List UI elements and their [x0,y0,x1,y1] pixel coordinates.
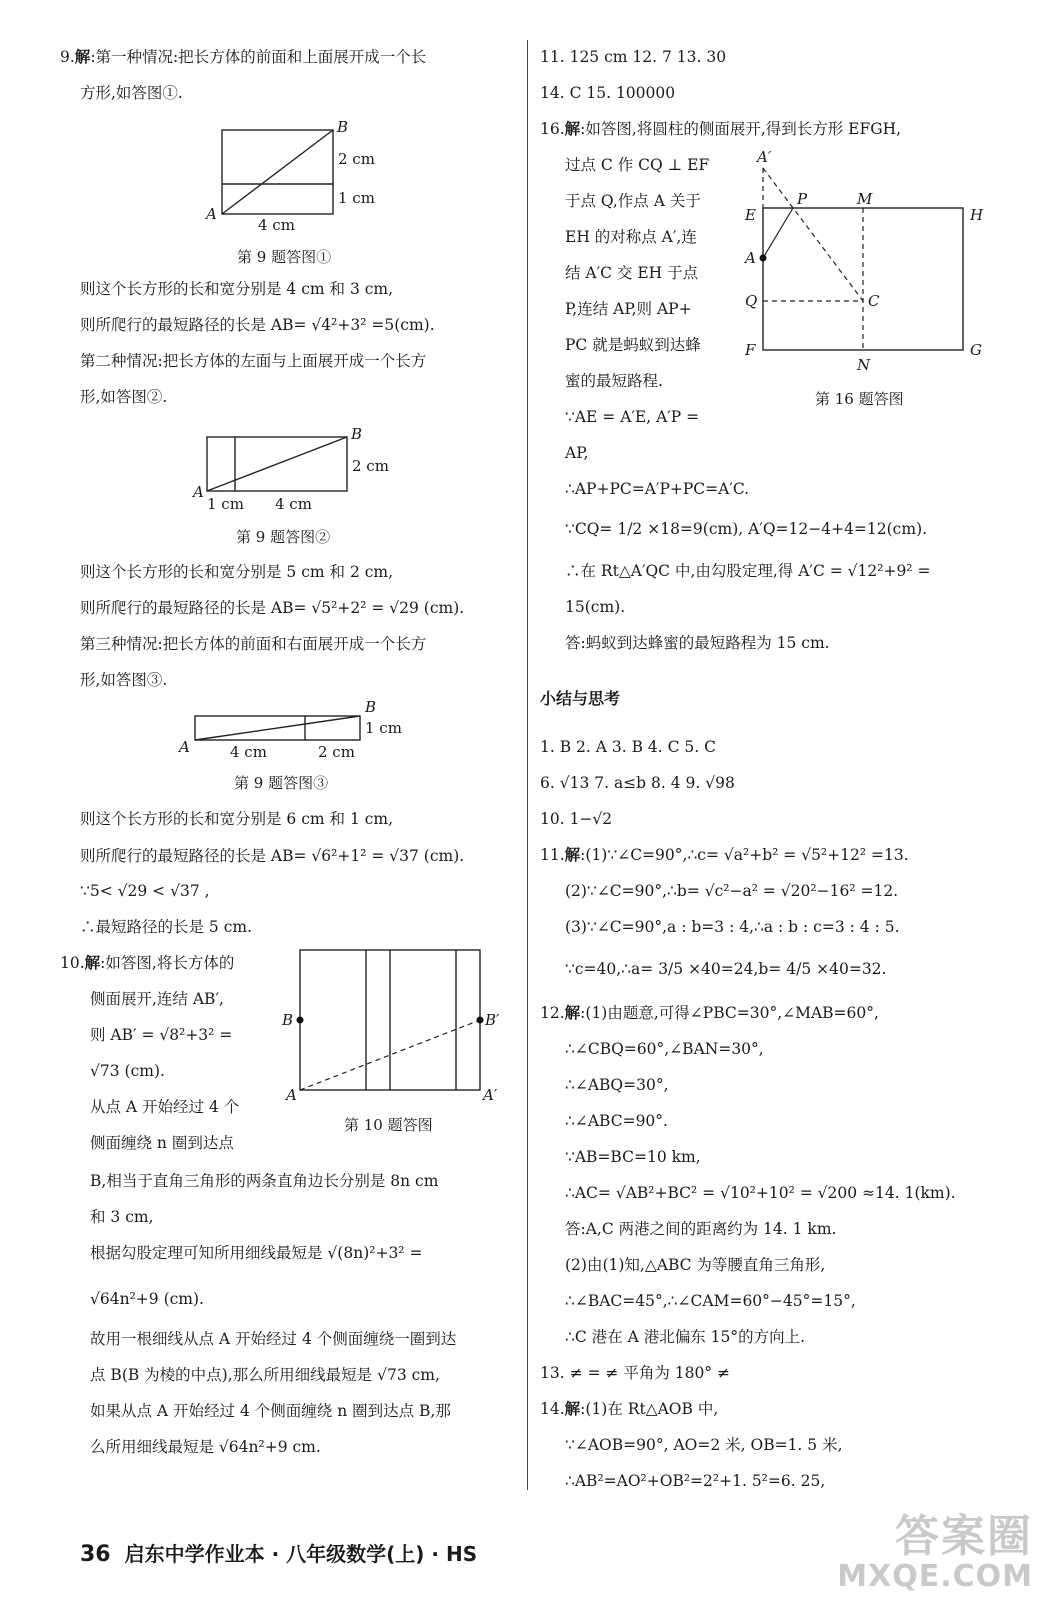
figure-10 [278,940,518,1110]
figure-9-2 [185,425,415,525]
q16-line-8: 蜜的最短路程. [565,372,663,390]
q10-line-6: 侧面缠绕 n 圈到达点 [90,1134,234,1152]
fig2-dim-4cm: 4 cm [275,495,312,513]
q12-line-10: ∴C 港在 A 港北偏东 15°的方向上. [565,1328,806,1346]
fig2-dim-2cm: 2 cm [352,457,389,475]
q9-line-6: 形,如答图②. [80,388,168,406]
fig16-label-a-prime: A′ [757,148,772,166]
fig1-dim-2cm: 2 cm [338,150,375,168]
q16-line-6: P,连结 AP,则 AP+ [565,300,692,318]
fig1-label-b: B [337,118,349,136]
q12-line-6: ∴AC= √AB²+BC² = √10²+10² = √200 ≈14. 1(km). [565,1184,956,1202]
q16-line-11: ∴AP+PC=A′P+PC=A′C. [565,480,750,498]
fig16-label-a: A [745,249,756,267]
q10-line-9: 根据勾股定理可知所用细线最短是 √(8n)²+3² = [90,1244,423,1262]
fig3-label-a: A [179,738,190,756]
watermark [837,1511,1033,1594]
fig3-caption: 第 9 题答图③ [234,774,329,792]
book-title: 启东中学作业本 · 八年级数学(上) · HS [124,1542,478,1566]
q10-line-12: 点 B(B 为棱的中点),那么所用细线最短是 √73 cm, [90,1366,440,1384]
fig3-dim-4cm: 4 cm [230,743,267,761]
q16-line-12: ∵CQ= 1/2 ×18=9(cm), A′Q=12−4+4=12(cm). [565,520,928,538]
fig10-label-a: A [286,1086,297,1104]
q10-line-4: √73 (cm). [90,1062,165,1080]
fig2-dim-1cm: 1 cm [207,495,244,513]
figure-9-3 [175,696,415,766]
summary-answer-10: 10. 1−√2 [540,810,613,828]
q12-line-3: ∴∠ABQ=30°, [565,1076,669,1094]
watermark-line-2: MXQE.COM [837,1558,1033,1594]
answers-14-15: 14. C 15. 100000 [540,84,676,102]
q12-line-9: ∴∠BAC=45°,∴∠CAM=60°−45°=15°, [565,1292,856,1310]
q9-line-3: 则这个长方形的长和宽分别是 4 cm 和 3 cm, [80,280,394,298]
q10-line-14: 么所用细线最短是 √64n²+9 cm. [90,1438,321,1456]
q16-line-14: 15(cm). [565,598,626,616]
q9-line-2: 方形,如答图①. [80,84,183,102]
q12-line-8: (2)由(1)知,△ABC 为等腰直角三角形, [565,1256,826,1274]
summary-answers-6-9: 6. √13 7. a≤b 8. 4 9. √98 [540,774,735,792]
q16-line-2: 过点 C 作 CQ ⊥ EF [565,156,710,174]
q16-line-15: 答:蚂蚁到达蜂蜜的最短路程为 15 cm. [565,634,830,652]
fig16-label-m: M [857,190,873,208]
q16-line-13: ∴在 Rt△A′QC 中,由勾股定理,得 A′C = √12²+9² = [565,562,931,580]
q14-line-2: ∵∠AOB=90°, AO=2 米, OB=1. 5 米, [565,1436,843,1454]
q9-line-11: 则这个长方形的长和宽分别是 6 cm 和 1 cm, [80,810,394,828]
q9-line-12: 则所爬行的最短路径的长是 AB= √6²+1² = √37 (cm). [80,847,465,865]
q10-line-5: 从点 A 开始经过 4 个 [90,1098,240,1116]
watermark-line-1: 答案圈 [895,1511,1033,1563]
q10-line-13: 如果从点 A 开始经过 4 个侧面缠绕 n 圈到达点 B,那 [90,1402,451,1420]
answers-11-13: 11. 125 cm 12. 7 13. 30 [540,48,727,66]
fig16-label-h: H [970,206,984,224]
q10-line-2: 侧面展开,连结 AB′, [90,990,224,1008]
q12-line-1: 12.解:(1)由题意,可得∠PBC=30°,∠MAB=60°, [540,1004,879,1022]
q16-line-5: 结 A′C 交 EH 于点 [565,264,699,282]
figure-16 [735,140,995,380]
fig16-label-e: E [745,206,756,224]
q9-line-13: ∵5< √29 < √37 , [80,882,210,900]
q16-line-9: ∵AE = A′E, A′P = [565,408,700,426]
q10-line-11: 故用一根细线从点 A 开始经过 4 个侧面缠绕一圈到达 [90,1330,457,1348]
summary-section-title: 小结与思考 [540,689,621,708]
q10-line-3: 则 AB′ = √8²+3² = [90,1026,233,1044]
q9-line-1: 9.解:第一种情况:把长方体的前面和上面展开成一个长 [60,48,427,66]
fig3-dim-2cm: 2 cm [318,743,355,761]
fig10-caption: 第 10 题答图 [344,1116,433,1134]
fig10-label-b-prime: B′ [485,1011,500,1029]
fig16-label-q: Q [745,292,758,310]
fig1-caption: 第 9 题答图① [237,248,332,266]
q9-line-10: 形,如答图③. [80,671,168,689]
q9-line-4: 则所爬行的最短路径的长是 AB= √4²+3² =5(cm). [80,316,435,334]
fig16-label-f: F [745,341,756,359]
fig16-label-g: G [970,341,982,359]
q10-line-1: 10.解:如答图,将长方体的 [60,954,235,972]
fig16-label-p: P [797,190,808,208]
fig1-dim-4cm: 4 cm [258,216,295,234]
summary-answers-1-5: 1. B 2. A 3. B 4. C 5. C [540,738,716,756]
fig10-label-b: B [282,1011,294,1029]
q16-line-3: 于点 Q,作点 A 关于 [565,192,701,210]
q9-line-14: ∴最短路径的长是 5 cm. [80,918,253,936]
q12-line-7: 答:A,C 两港之间的距离约为 14. 1 km. [565,1220,837,1238]
page-number: 36 [80,1542,111,1567]
q10-line-7: B,相当于直角三角形的两条直角边长分别是 8n cm [90,1172,439,1190]
fig2-caption: 第 9 题答图② [236,528,331,546]
fig1-label-a: A [206,205,217,223]
q12-line-5: ∵AB=BC=10 km, [565,1148,701,1166]
fig3-label-b: B [365,698,377,716]
q9-line-7: 则这个长方形的长和宽分别是 5 cm 和 2 cm, [80,563,394,581]
q16-line-4: EH 的对称点 A′,连 [565,228,697,246]
fig16-label-n: N [857,356,871,374]
q9-line-8: 则所爬行的最短路径的长是 AB= √5²+2² = √29 (cm). [80,599,465,617]
q11-line-3: (3)∵∠C=90°,a : b=3 : 4,∴a : b : c=3 : 4 : 5. [565,918,900,936]
fig16-label-c: C [868,292,880,310]
q11-line-4: ∵c=40,∴a= 3/5 ×40=24,b= 4/5 ×40=32. [565,960,887,978]
q14-line-3: ∴AB²=AO²+OB²=2²+1. 5²=6. 25, [565,1472,826,1490]
page-footer [80,1538,477,1567]
q16-line-10: AP, [565,444,589,462]
column-divider [527,40,528,1490]
q9-line-5: 第二种情况:把长方体的左面与上面展开成一个长方 [80,352,427,370]
fig2-label-b: B [351,425,363,443]
q11-line-1: 11.解:(1)∵∠C=90°,∴c= √a²+b² = √5²+12² =13. [540,846,909,864]
q12-line-2: ∴∠CBQ=60°,∠BAN=30°, [565,1040,764,1058]
q12-line-4: ∴∠ABC=90°. [565,1112,668,1130]
q10-line-10: √64n²+9 (cm). [90,1290,204,1308]
q16-line-1: 16.解:如答图,将圆柱的侧面展开,得到长方形 EFGH, [540,120,902,138]
fig3-dim-1cm: 1 cm [365,719,402,737]
q13-answer: 13. ≠ = ≠ 平角为 180° ≠ [540,1364,730,1382]
fig1-dim-1cm: 1 cm [338,189,375,207]
fig2-label-a: A [193,483,204,501]
q9-line-9: 第三种情况:把长方体的前面和右面展开成一个长方 [80,635,427,653]
fig10-label-a-prime: A′ [483,1086,498,1104]
q11-line-2: (2)∵∠C=90°,∴b= √c²−a² = √20²−16² =12. [565,882,899,900]
fig16-caption: 第 16 题答图 [815,390,904,408]
q10-line-8: 和 3 cm, [90,1208,154,1226]
q16-line-7: PC 就是蚂蚁到达蜂 [565,336,701,354]
q14-line-1: 14.解:(1)在 Rt△AOB 中, [540,1400,719,1418]
